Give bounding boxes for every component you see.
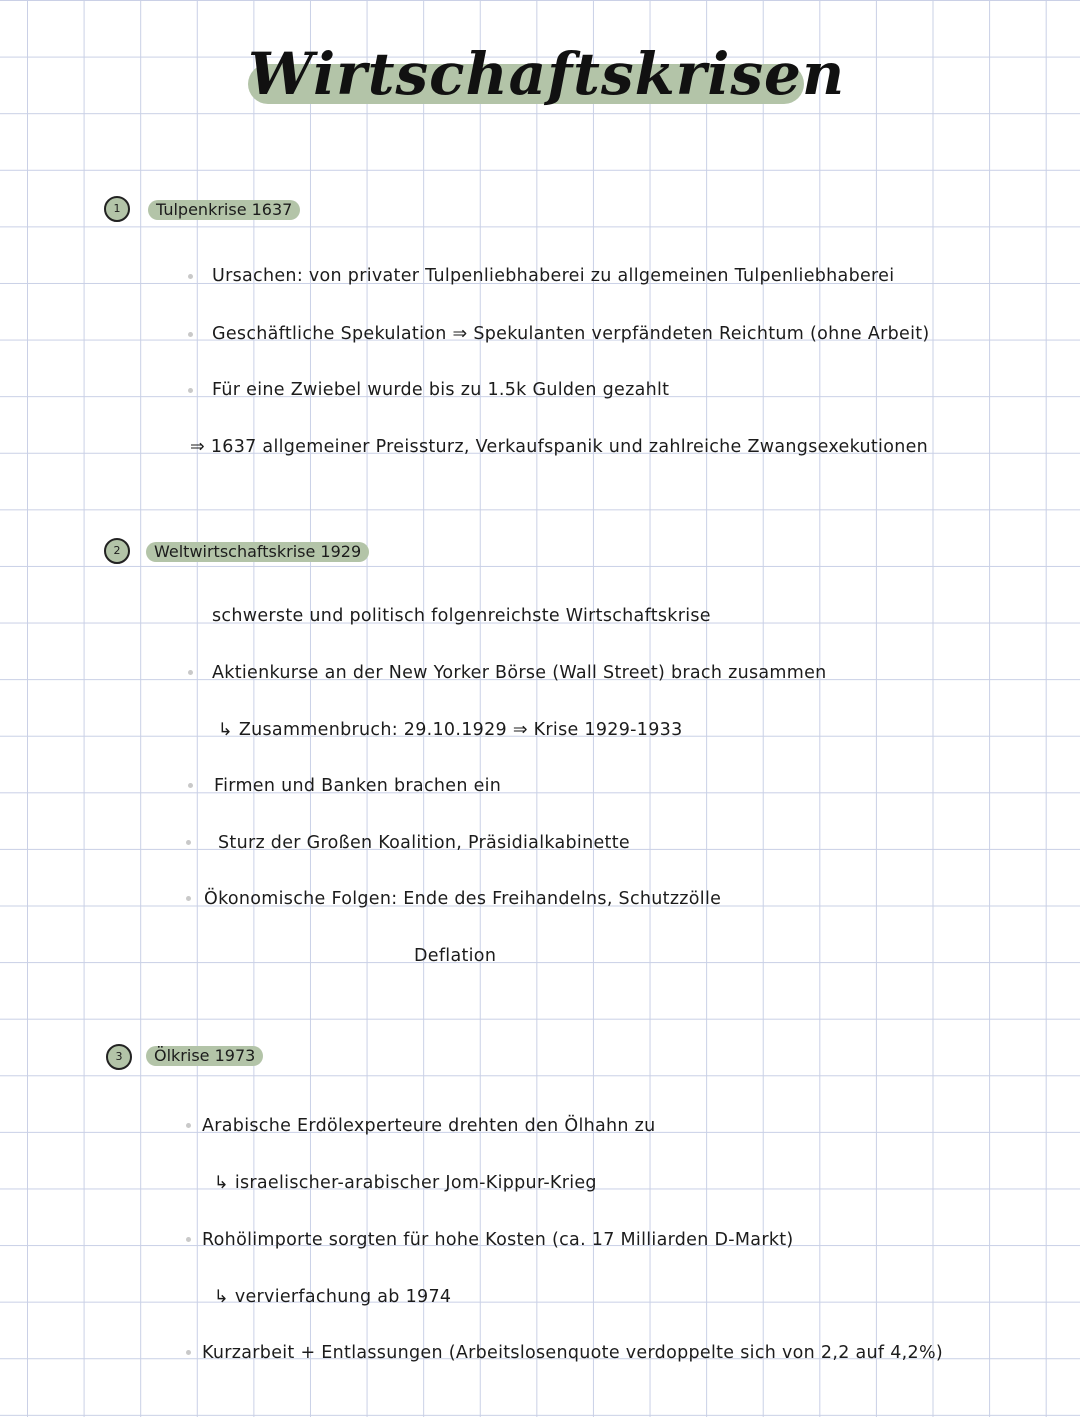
note-line: Ökonomische Folgen: Ende des Freihandelns, Schutzzölle (204, 889, 722, 909)
bullet (186, 1123, 191, 1128)
bullet (188, 783, 193, 788)
section-heading-3: Ölkrise 1973 (146, 1046, 263, 1066)
bullet (186, 840, 191, 845)
page-title: Wirtschaftskrisen (248, 40, 846, 108)
section-number-1: 1 (104, 196, 130, 222)
bullet (188, 332, 193, 337)
note-line: Deflation (414, 946, 497, 966)
note-line: Firmen und Banken brachen ein (214, 776, 502, 796)
bullet (186, 896, 191, 901)
bullet (188, 388, 193, 393)
note-line: Sturz der Großen Koalition, Präsidialkabinette (218, 833, 630, 853)
bullet (188, 670, 193, 675)
note-line: ⇒ 1637 allgemeiner Preissturz, Verkaufspanik und zahlreiche Zwangsexekutionen (190, 437, 929, 457)
note-line: Ursachen: von privater Tulpenliebhaberei zu allgemeinen Tulpenliebhaberei (212, 266, 895, 286)
note-line: ↳ Zusammenbruch: 29.10.1929 ⇒ Krise 1929-1933 (218, 720, 683, 740)
note-line: Arabische Erdölexperteure drehten den Ölhahn zu (202, 1116, 656, 1136)
bullet (186, 1350, 191, 1355)
section-number-3: 3 (106, 1044, 132, 1070)
bullet (188, 274, 193, 279)
note-line: Aktienkurse an der New Yorker Börse (Wall Street) brach zusammen (212, 663, 827, 683)
section-heading-1: Tulpenkrise 1637 (148, 200, 300, 220)
bullet (186, 1237, 191, 1242)
note-line: Für eine Zwiebel wurde bis zu 1.5k Gulden gezahlt (212, 380, 670, 400)
note-line: Geschäftliche Spekulation ⇒ Spekulanten verpfändeten Reichtum (ohne Arbeit) (212, 324, 930, 344)
section-heading-2: Weltwirtschaftskrise 1929 (146, 542, 369, 562)
note-line: schwerste und politisch folgenreichste Wirtschaftskrise (212, 606, 711, 626)
note-line: ↳ israelischer-arabischer Jom-Kippur-Krieg (214, 1173, 597, 1193)
section-number-2: 2 (104, 538, 130, 564)
note-line: ↳ vervierfachung ab 1974 (214, 1287, 452, 1307)
note-line: Rohölimporte sorgten für hohe Kosten (ca. 17 Milliarden D-Markt) (202, 1230, 794, 1250)
note-line: Kurzarbeit + Entlassungen (Arbeitslosenquote verdoppelte sich von 2,2 auf 4,2%) (202, 1343, 944, 1363)
